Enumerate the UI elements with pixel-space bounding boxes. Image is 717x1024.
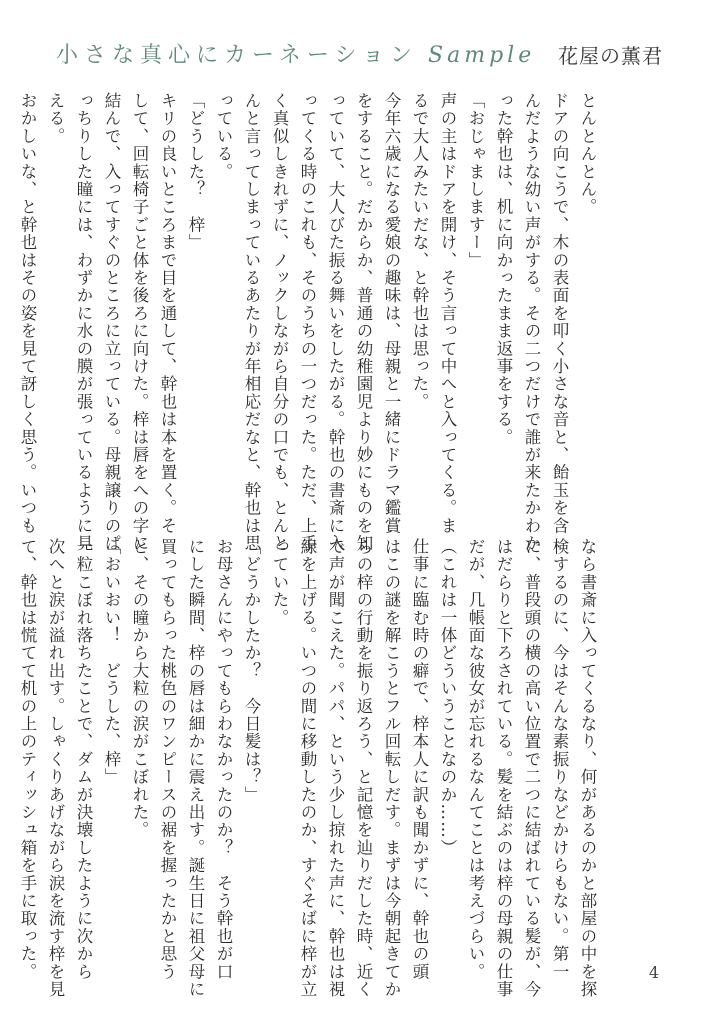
text-line: っていた。 — [270, 538, 289, 627]
text-line: 線を上げる。いつの間に移動したのか、すぐそばに梓が立 — [298, 538, 317, 999]
text-line: とんとんとん。 — [578, 92, 597, 216]
text-line: 「おいおい！ どうした、梓」 — [102, 538, 121, 786]
text-line: 検するのに、今はそんな素振りなどかけらもない。第一 — [550, 538, 569, 981]
text-line: おかしいな、と幹也はその姿を見て訝しく思う。いつも — [18, 92, 37, 535]
text-line: 買ってもらった桃色のワンピースの裾を握ったかと思う — [158, 538, 177, 981]
text-line: なら書斎に入ってくるなり、何があるのかと部屋の中を探 — [578, 538, 597, 999]
text-line: ってくる時のこれも、そのうちの一つだった。ただ、上手 — [298, 92, 317, 553]
page-number: 4 — [648, 963, 659, 982]
text-line: お母さんにやってもらわなかったのか？ そう幹也が口 — [214, 538, 233, 981]
text-line: 「どうした？ 梓」 — [186, 92, 205, 252]
text-line: キリの良いところまで目を通して、幹也は本を置く。そ — [158, 92, 177, 535]
text-line: （これは一体どういうことなのか……） — [438, 538, 457, 857]
text-line: える。 — [46, 92, 65, 146]
text-line: と、その瞳から大粒の涙がこぼれた。 — [130, 538, 149, 839]
text-line: っていて、大人びた振る舞いをしたがる。幹也の書斎に入 — [326, 92, 345, 553]
book-title-text: 小さな真心にカーネーション — [56, 43, 419, 68]
text-line: らの梓の行動を振り返ろう、と記憶を辿りだした時、近く — [354, 538, 373, 999]
text-line: った幹也は、机に向かったまま返事をする。 — [494, 92, 513, 446]
sample-label: Sample — [428, 43, 536, 68]
text-line: 仕事に臨む時の癖で、梓本人に訳も聞かずに、幹也の頭 — [410, 538, 429, 981]
text-line: んと言ってしまっているあたりが年相応だなと、幹也は思 — [242, 92, 261, 553]
text-line: はこの謎を解こうとフル回転しだす。まずは今朝起きてか — [382, 538, 401, 999]
text-block-bottom — [18, 538, 601, 999]
text-line: 今年六歳になる愛娘の趣味は、母親と一緒にドラマ鑑賞 — [382, 92, 401, 535]
text-line: 一粒こぼれ落ちたことで、ダムが決壊したように次から — [74, 538, 93, 981]
text-line: 「おじゃましますー」 — [466, 92, 485, 269]
text-line: 声の主はドアを開け、そう言って中へと入ってくる。ま — [438, 92, 457, 535]
text-line: にした瞬間、梓の唇は細かに震え出す。誕生日に祖父母に — [186, 538, 205, 999]
book-title — [56, 38, 535, 69]
text-line: て、幹也は慌てて机の上のティッシュ箱を手に取った。 — [18, 538, 37, 981]
text-line: で声が聞こえた。パパ、という少し掠れた声に、幹也は視 — [326, 538, 345, 999]
text-block-top — [18, 92, 601, 553]
text-line: 「どうかしたか？ 今日髪は？」 — [242, 538, 261, 804]
author-name: 花屋の薫君 — [558, 44, 663, 68]
text-line: 結んで、入ってすぐのところに立っている。母親譲りのぱ — [102, 92, 121, 553]
text-line: く真似しきれずに、ノックしながら自分の口でも、とんと — [270, 92, 289, 553]
text-line: だが、几帳面な彼女が忘れるなんてことは考えづらい。 — [466, 538, 485, 981]
text-line: はだらりと下ろされている。髪を結ぶのは梓の母親の仕事 — [494, 538, 513, 999]
text-line: ドアの向こうで、木の表面を叩く小さな音と、飴玉を含 — [550, 92, 569, 535]
text-line: っちりした瞳には、わずかに水の膜が張っているように見 — [74, 92, 93, 553]
text-line: るで大人みたいだな、と幹也は思った。 — [410, 92, 429, 411]
text-line: 次へと涙が溢れ出す。しゃくりあげながら涙を流す梓を見 — [46, 538, 65, 999]
text-line: して、回転椅子ごと体を後ろに向けた。梓は唇をへの字に — [130, 92, 149, 553]
text-line: っている。 — [214, 92, 233, 181]
text-line: をすること。だからか、普通の幼稚園児より妙にものを知 — [354, 92, 373, 553]
text-line: んだような幼い声がする。その二つだけで誰が来たかわか — [522, 92, 541, 553]
text-line: に、普段頭の横の高い位置で二つに結ばれている髪が、今 — [522, 538, 541, 999]
